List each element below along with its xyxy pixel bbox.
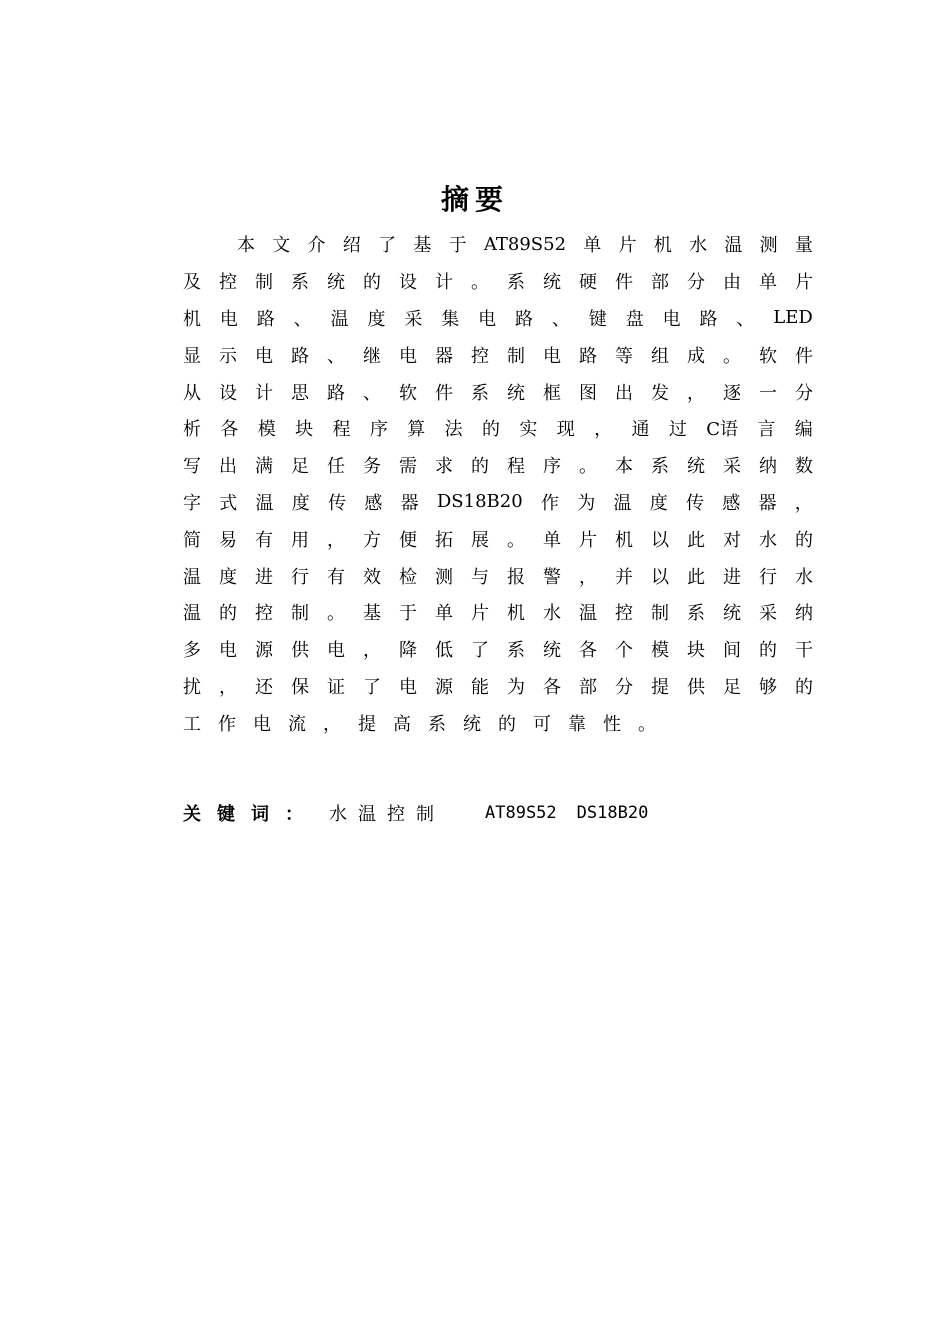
abstract-token: 模 xyxy=(651,640,669,662)
abstract-token: 设 xyxy=(399,272,417,294)
abstract-token: 分 xyxy=(687,272,705,294)
abstract-token: 还 xyxy=(255,676,273,698)
abstract-token: 便 xyxy=(399,529,417,551)
abstract-token: 分 xyxy=(795,382,813,404)
abstract-token: 器 xyxy=(435,345,453,367)
abstract-token: 温 xyxy=(330,308,349,330)
abstract-token: 序 xyxy=(369,419,388,441)
abstract-token: 电 xyxy=(253,713,271,735)
abstract-token: 度 xyxy=(649,492,668,514)
abstract-line xyxy=(183,263,813,300)
abstract-token: 集 xyxy=(441,308,460,330)
abstract-token: 需 xyxy=(399,456,417,478)
abstract-token: 多 xyxy=(183,640,201,662)
abstract-token: 温 xyxy=(183,566,201,588)
abstract-token: 流 xyxy=(288,713,306,735)
abstract-token: 了 xyxy=(363,676,381,698)
abstract-token: 算 xyxy=(407,419,426,441)
abstract-token: 机 xyxy=(507,603,525,625)
abstract-token: 通 xyxy=(631,419,650,441)
abstract-token: 温 xyxy=(724,235,743,257)
abstract-token: 统 xyxy=(543,272,561,294)
abstract-token: 性 xyxy=(603,713,621,735)
abstract-token: 分 xyxy=(615,676,633,698)
keywords-row xyxy=(183,797,648,829)
abstract-token: 软 xyxy=(759,345,777,367)
abstract-token: 电 xyxy=(327,640,345,662)
abstract-token: 单 xyxy=(435,603,453,625)
abstract-token: 块 xyxy=(687,640,705,662)
abstract-line xyxy=(183,668,813,705)
abstract-token: 计 xyxy=(255,382,273,404)
abstract-token: 提 xyxy=(651,676,669,698)
abstract-token: 组 xyxy=(651,345,669,367)
abstract-token: 本 xyxy=(615,456,633,478)
abstract-token: 此 xyxy=(687,529,705,551)
abstract-token: 传 xyxy=(686,492,704,514)
abstract-token: 法 xyxy=(444,419,463,441)
abstract-token: 水 xyxy=(759,529,777,551)
abstract-token: 此 xyxy=(687,566,705,588)
abstract-token: 的 xyxy=(219,603,237,625)
abstract-token: 写 xyxy=(183,456,201,478)
abstract-token: 电 xyxy=(255,345,273,367)
abstract-token: 键 xyxy=(588,308,607,330)
abstract-token: 机 xyxy=(615,529,633,551)
abstract-token: 了 xyxy=(378,235,397,257)
abstract-token: 显 xyxy=(183,345,201,367)
abstract-line xyxy=(183,484,813,521)
abstract-token: 电 xyxy=(543,345,561,367)
abstract-token: 以 xyxy=(651,566,669,588)
keywords-label: 关键词： xyxy=(183,804,319,825)
abstract-token: 制 xyxy=(291,603,309,625)
keyword-term: 水温控制 xyxy=(329,804,445,825)
abstract-token: 过 xyxy=(668,419,687,441)
abstract-token: 的 xyxy=(795,676,813,698)
abstract-token: 单 xyxy=(759,272,777,294)
abstract-token: 有 xyxy=(327,566,345,588)
abstract-token: 机 xyxy=(183,308,201,330)
abstract-token: 件 xyxy=(795,345,813,367)
abstract-token: 低 xyxy=(435,640,453,662)
abstract-token: 控 xyxy=(615,603,633,625)
abstract-token: 系 xyxy=(687,603,705,625)
abstract-token: 框 xyxy=(543,382,561,404)
abstract-token: 部 xyxy=(651,272,669,294)
abstract-token: 提 xyxy=(358,713,376,735)
abstract-token: 采 xyxy=(723,456,741,478)
abstract-token: 干 xyxy=(795,640,813,662)
abstract-token: 满 xyxy=(255,456,273,478)
abstract-token: 逐 xyxy=(723,382,741,404)
abstract-token: 求 xyxy=(435,456,453,478)
abstract-token: 作 xyxy=(540,492,559,514)
abstract-token: 基 xyxy=(413,235,432,257)
abstract-token: 系 xyxy=(507,272,525,294)
abstract-token: 统 xyxy=(723,603,741,625)
abstract-token: 温 xyxy=(579,603,597,625)
abstract-token: 。 xyxy=(723,345,741,367)
abstract-token: 实 xyxy=(519,419,538,441)
keyword-term: AT89S52 xyxy=(485,803,557,823)
abstract-token: 报 xyxy=(507,566,525,588)
abstract-token: 统 xyxy=(687,456,705,478)
abstract-token: 够 xyxy=(759,676,777,698)
abstract-token: 纳 xyxy=(759,456,777,478)
abstract-token: 言 xyxy=(757,419,776,441)
abstract-token: 警 xyxy=(543,566,561,588)
abstract-token: 程 xyxy=(507,456,525,478)
abstract-token: 制 xyxy=(651,603,669,625)
abstract-token: 扰 xyxy=(183,676,201,698)
abstract-token: 高 xyxy=(393,713,411,735)
abstract-token: 证 xyxy=(327,676,345,698)
abstract-token: 序 xyxy=(543,456,561,478)
abstract-token: 件 xyxy=(435,382,453,404)
abstract-token: ， xyxy=(594,419,613,441)
abstract-token: 用 xyxy=(291,529,309,551)
abstract-token: 。 xyxy=(638,713,656,735)
abstract-token: 介 xyxy=(307,235,326,257)
abstract-token: 水 xyxy=(689,235,708,257)
abstract-token: 出 xyxy=(615,382,633,404)
abstract-token: 现 xyxy=(556,419,575,441)
abstract-token: 采 xyxy=(759,603,777,625)
abstract-token: 文 xyxy=(272,235,291,257)
abstract-token: 控 xyxy=(255,603,273,625)
abstract-token: 系 xyxy=(507,640,525,662)
abstract-token: 片 xyxy=(618,235,637,257)
abstract-token: 降 xyxy=(399,640,417,662)
abstract-token: 路 xyxy=(327,382,345,404)
abstract-line xyxy=(183,410,813,447)
abstract-token: 并 xyxy=(615,566,633,588)
abstract-token: 设 xyxy=(219,382,237,404)
abstract-token: 。 xyxy=(327,603,345,625)
abstract-token: 的 xyxy=(471,456,489,478)
abstract-token: 路 xyxy=(291,345,309,367)
abstract-line xyxy=(183,520,813,557)
abstract-token: 度 xyxy=(219,566,237,588)
abstract-token: 拓 xyxy=(435,529,453,551)
abstract-token: 于 xyxy=(399,603,417,625)
abstract-token: 方 xyxy=(363,529,381,551)
abstract-token: 可 xyxy=(533,713,551,735)
abstract-token: 感 xyxy=(722,492,741,514)
abstract-token: 。 xyxy=(579,456,597,478)
abstract-token: 对 xyxy=(723,529,741,551)
abstract-token: 各 xyxy=(220,419,239,441)
abstract-token: 水 xyxy=(543,603,561,625)
abstract-token: 系 xyxy=(651,456,669,478)
abstract-token: 软 xyxy=(399,382,417,404)
abstract-token: 一 xyxy=(759,382,777,404)
abstract-token: 。 xyxy=(507,529,525,551)
abstract-token: 量 xyxy=(794,235,813,257)
abstract-token: 为 xyxy=(577,492,596,514)
abstract-line xyxy=(183,336,813,373)
abstract-token: 式 xyxy=(219,492,238,514)
abstract-token: 采 xyxy=(404,308,423,330)
abstract-line xyxy=(183,447,813,484)
abstract-token: 、 xyxy=(551,308,570,330)
abstract-token: DS18B20 xyxy=(436,491,523,513)
abstract-token: 进 xyxy=(723,566,741,588)
abstract-token: LED xyxy=(773,307,813,329)
abstract-token: 片 xyxy=(471,603,489,625)
abstract-token: ， xyxy=(219,676,237,698)
page-title: 摘要 xyxy=(440,183,509,216)
abstract-token: 纳 xyxy=(795,603,813,625)
abstract-token: 间 xyxy=(723,640,741,662)
abstract-token: 由 xyxy=(723,272,741,294)
abstract-token: 硬 xyxy=(579,272,597,294)
abstract-token: 源 xyxy=(435,676,453,698)
abstract-token: 统 xyxy=(327,272,345,294)
abstract-token: 行 xyxy=(759,566,777,588)
abstract-token: 出 xyxy=(219,456,237,478)
abstract-token: 水 xyxy=(795,566,813,588)
abstract-token: 图 xyxy=(579,382,597,404)
abstract-token: 供 xyxy=(291,640,309,662)
abstract-token: 了 xyxy=(471,640,489,662)
abstract-token: 个 xyxy=(615,640,633,662)
abstract-line xyxy=(183,631,813,668)
abstract-token: 供 xyxy=(687,676,705,698)
abstract-line xyxy=(183,300,813,337)
abstract-line xyxy=(183,557,813,594)
abstract-token: 为 xyxy=(507,676,525,698)
abstract-token: 路 xyxy=(699,308,718,330)
abstract-token: 工 xyxy=(183,713,201,735)
abstract-token: 作 xyxy=(218,713,236,735)
abstract-token: 任 xyxy=(327,456,345,478)
abstract-token: 制 xyxy=(255,272,273,294)
abstract-token: ， xyxy=(327,529,345,551)
abstract-token: 保 xyxy=(291,676,309,698)
abstract-token: 度 xyxy=(367,308,386,330)
abstract-token: 的 xyxy=(795,529,813,551)
abstract-token: 的 xyxy=(759,640,777,662)
abstract-token: 路 xyxy=(579,345,597,367)
abstract-token: 统 xyxy=(507,382,525,404)
abstract-token: 析 xyxy=(183,419,201,441)
abstract-token: 展 xyxy=(471,529,489,551)
abstract-token: 成 xyxy=(687,345,705,367)
abstract-token: AT89S52 xyxy=(483,233,567,255)
abstract-token: 电 xyxy=(219,308,238,330)
abstract-token: 路 xyxy=(515,308,534,330)
abstract-token: 等 xyxy=(615,345,633,367)
abstract-token: 足 xyxy=(291,456,309,478)
abstract-token: 从 xyxy=(183,382,201,404)
abstract-token: 于 xyxy=(448,235,467,257)
abstract-token: 及 xyxy=(183,272,201,294)
abstract-line xyxy=(183,594,813,631)
abstract-token: 电 xyxy=(219,640,237,662)
abstract-line xyxy=(183,373,813,410)
abstract-token: 系 xyxy=(428,713,446,735)
abstract-token: 能 xyxy=(471,676,489,698)
abstract-token: 模 xyxy=(257,419,276,441)
abstract-token: 电 xyxy=(399,676,417,698)
abstract-token: 温 xyxy=(255,492,274,514)
abstract-token: 的 xyxy=(482,419,500,441)
keyword-term: DS18B20 xyxy=(576,803,649,823)
abstract-token: 继 xyxy=(363,345,381,367)
abstract-token: 源 xyxy=(255,640,273,662)
abstract-token: 制 xyxy=(507,345,525,367)
abstract-token: 字 xyxy=(183,492,201,514)
abstract-token: 片 xyxy=(795,272,813,294)
abstract-token: 电 xyxy=(399,345,417,367)
abstract-token: 检 xyxy=(399,566,417,588)
abstract-token: 、 xyxy=(327,345,345,367)
abstract-token: 电 xyxy=(478,308,497,330)
abstract-token: 。 xyxy=(471,272,489,294)
abstract-token: C语 xyxy=(706,419,739,441)
abstract-token: 系 xyxy=(471,382,489,404)
abstract-token: 机 xyxy=(653,235,672,257)
abstract-token: 盘 xyxy=(625,308,644,330)
abstract-token: 本 xyxy=(237,235,255,257)
abstract-token: 足 xyxy=(723,676,741,698)
abstract-token: 进 xyxy=(255,566,273,588)
abstract-token: 、 xyxy=(736,308,755,330)
abstract-token: 测 xyxy=(435,566,453,588)
abstract-token: 单 xyxy=(583,235,602,257)
abstract-body xyxy=(183,226,813,741)
abstract-token: 路 xyxy=(256,308,275,330)
abstract-token: 、 xyxy=(293,308,312,330)
abstract-token: 器 xyxy=(400,492,419,514)
abstract-token: ， xyxy=(579,566,597,588)
abstract-line xyxy=(183,704,813,741)
abstract-token: 度 xyxy=(291,492,310,514)
abstract-token: ， xyxy=(794,492,813,514)
abstract-token: 器 xyxy=(758,492,777,514)
abstract-token: 示 xyxy=(219,345,237,367)
abstract-token: 统 xyxy=(543,640,561,662)
abstract-token: 的 xyxy=(363,272,381,294)
abstract-token: 的 xyxy=(498,713,516,735)
abstract-token: 务 xyxy=(363,456,381,478)
abstract-token: 部 xyxy=(579,676,597,698)
abstract-token: 、 xyxy=(363,382,381,404)
abstract-line xyxy=(183,226,813,263)
abstract-token: ， xyxy=(323,713,341,735)
abstract-token: 简 xyxy=(183,529,201,551)
abstract-token: 以 xyxy=(651,529,669,551)
abstract-token: 与 xyxy=(471,566,489,588)
abstract-token: ， xyxy=(363,640,381,662)
abstract-token: 有 xyxy=(255,529,273,551)
abstract-token: 控 xyxy=(471,345,489,367)
abstract-token: 效 xyxy=(363,566,381,588)
abstract-token: 温 xyxy=(613,492,632,514)
abstract-token: 行 xyxy=(291,566,309,588)
abstract-token: 控 xyxy=(219,272,237,294)
abstract-token: 片 xyxy=(579,529,597,551)
abstract-token: 感 xyxy=(364,492,383,514)
abstract-token: 计 xyxy=(435,272,453,294)
abstract-token: 温 xyxy=(183,603,201,625)
abstract-token: 思 xyxy=(291,382,309,404)
abstract-token: 绍 xyxy=(342,235,361,257)
abstract-token: ， xyxy=(687,382,705,404)
abstract-token: 统 xyxy=(463,713,481,735)
abstract-token: 传 xyxy=(328,492,347,514)
abstract-token: 编 xyxy=(794,419,813,441)
abstract-token: 电 xyxy=(662,308,681,330)
abstract-token: 基 xyxy=(363,603,381,625)
abstract-token: 程 xyxy=(332,419,351,441)
abstract-token: 件 xyxy=(615,272,633,294)
abstract-token: 各 xyxy=(579,640,597,662)
abstract-token: 测 xyxy=(759,235,778,257)
abstract-token: 系 xyxy=(291,272,309,294)
abstract-token: 单 xyxy=(543,529,561,551)
abstract-token: 数 xyxy=(795,456,813,478)
abstract-token: 块 xyxy=(295,419,314,441)
abstract-token: 发 xyxy=(651,382,669,404)
abstract-token: 靠 xyxy=(568,713,586,735)
abstract-token: 易 xyxy=(219,529,237,551)
abstract-token: 各 xyxy=(543,676,561,698)
